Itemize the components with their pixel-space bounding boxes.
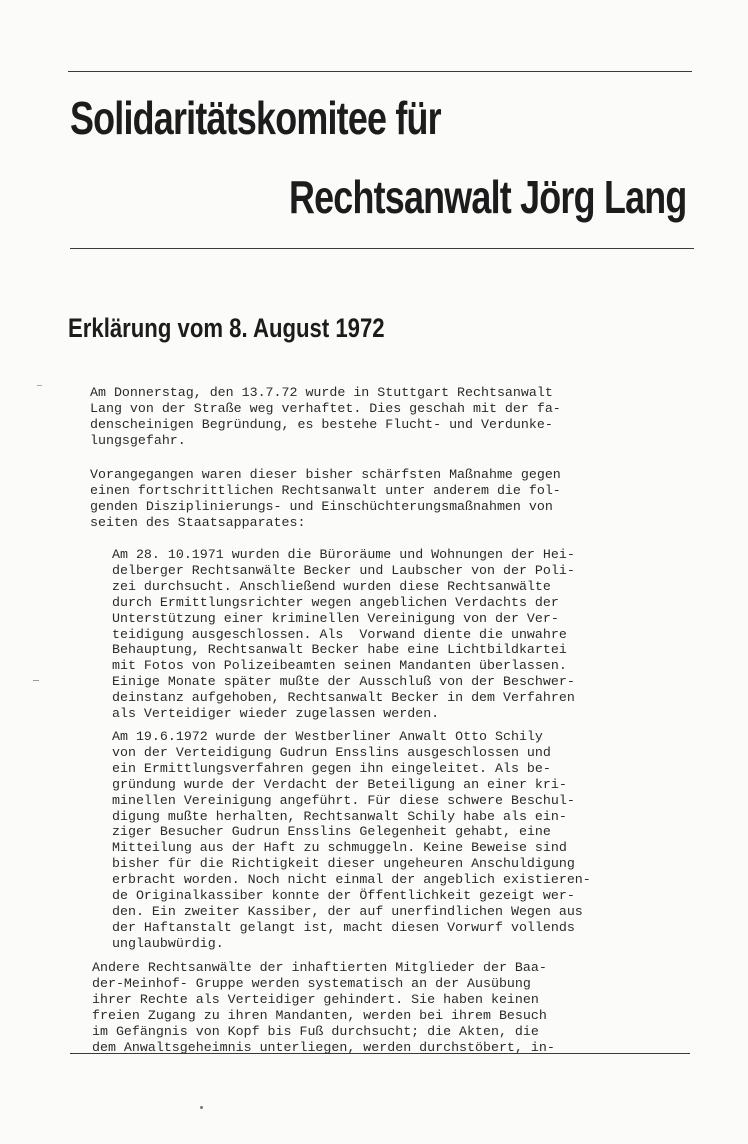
paragraph-arrest: Am Donnerstag, den 13.7.72 wurde in Stuttgart Rechtsanwalt Lang von der Straße weg verhaftet. Dies geschah mit der fa- denscheinigen Begründung, es bestehe Flucht- und Verdunke- lungsgefahr. [90, 385, 561, 448]
scan-speck [33, 680, 39, 681]
top-rule [68, 71, 692, 72]
header-bottom-rule [70, 248, 694, 249]
paragraph-schily: Am 19.6.1972 wurde der Westberliner Anwalt Otto Schily von der Verteidigung Gudrun Ensslins ausgeschlossen und ein Ermittlungsverfahren gegen ihn eingeleitet. Als be- gründung wurde der Verdacht der Beteiligung an einer kri- minellen Vereinigung angeführt. Für diese schwere Beschul- digung mußte herhalten, Rechtsanwalt Schily habe als ein- ziger Besucher Gudrun Ensslins Gelegenheit gehabt, eine Mitteilung aus der Haft zu schmuggeln. Keine Beweise sind bisher für die Richtigkeit dieser ungeheuren Anschuldigung erbracht worden. Noch nicht einmal der angeblich existieren- de Originalkassiber konnte der Öffentlichkeit gezeigt wer- den. Ein zweiter Kassiber, der auf unerfindlichen Wegen aus der Haftanstalt gelangt ist, macht diesen Vorwurf vollends unglaubwürdig. [112, 729, 591, 951]
paragraph-other-lawyers: Andere Rechtsanwälte der inhaftierten Mitglieder der Baa- der-Meinhof- Gruppe werden systematisch an der Ausübung ihrer Rechte als Verteidiger gehindert. Sie haben keinen freien Zugang zu ihren Mandanten, werden bei ihrem Besuch im Gefängnis von Kopf bis Fuß durchsucht; die Akten, die dem Anwaltsgeheimnis unterliegen, werden durchstöbert, in- [92, 960, 555, 1055]
title-line-2: Rechtsanwalt Jörg Lang [289, 171, 687, 223]
scan-speck [37, 385, 42, 386]
paragraph-becker-laubscher: Am 28. 10.1971 wurden die Büroräume und Wohnungen der Hei- delberger Rechtsanwälte Becker und Laubscher von der Poli- zei durchsucht. Anschließend wurden diese Rechtsanwälte durch Ermittlungsrichter wegen angeblichen Verdachts der Unterstützung einer kriminellen Vereinigung von der Ver- teidigung ausgeschlossen. Als Vorwand diente die unwahre Behauptung, Rechtsanwalt Becker habe eine Lichtbildkartei mit Fotos von Polizeibeamten seinen Mandanten überlassen. Einige Monate später mußte der Ausschluß von der Beschwer- deinstanz aufgehoben, Rechtsanwalt Becker in dem Verfahren als Verteidiger wieder zugelassen werden. [112, 547, 575, 722]
scan-speck [200, 1106, 203, 1109]
statement-heading: Erklärung vom 8. August 1972 [68, 313, 385, 343]
paragraph-preceding-measures: Vorangegangen waren dieser bisher schärfsten Maßnahme gegen einen fortschrittlichen Rechtsanwalt unter anderem die fol- genden Disziplinierungs- und Einschüchterungsmaßnahmen von seiten des Staatsapparates: [90, 467, 561, 530]
bottom-rule [70, 1053, 690, 1054]
title-line-1: Solidaritätskomitee für [70, 92, 441, 144]
